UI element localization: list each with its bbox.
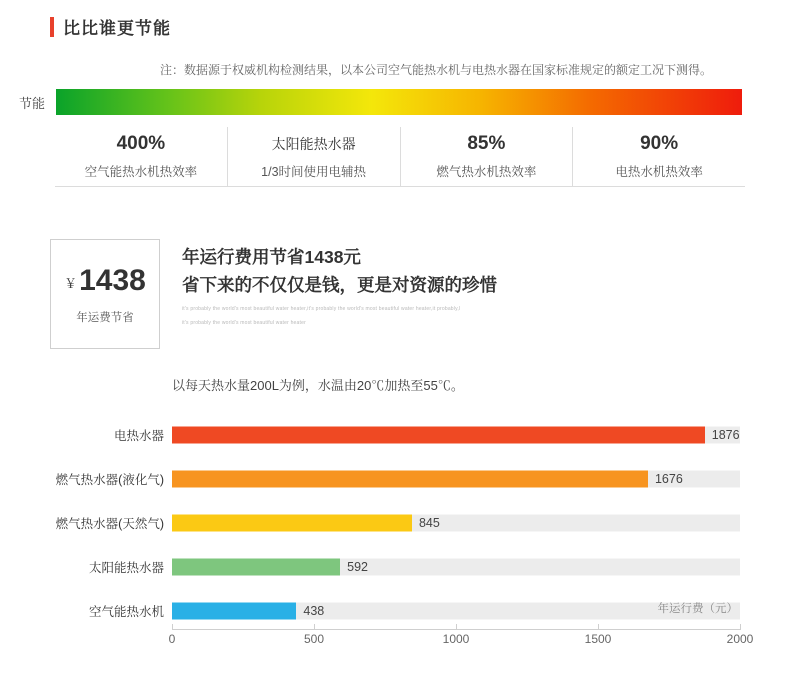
axis-tick-label: 1500 <box>584 632 612 646</box>
bar-value-label: 592 <box>347 560 368 574</box>
metric-caption: 电热水机热效率 <box>615 165 703 179</box>
savings-headline-2: 省下来的不仅仅是钱，更是对资源的珍惜 <box>182 275 497 295</box>
axis-tick-label: 2000 <box>726 632 754 646</box>
bar-fill <box>172 603 296 620</box>
title-accent-bar <box>50 17 54 37</box>
metric-caption: 1/3时间使用电辅热 <box>261 165 367 179</box>
bar-category-label: 燃气热水器(天然气) <box>55 517 164 531</box>
metrics-row <box>55 127 790 186</box>
chart-bar-row <box>88 594 740 628</box>
chart-bar-row <box>55 506 740 540</box>
savings-fineprint-1: it's probably the world's most beautiful water heater,it's probably the world's most beautiful water heater,it probably,l <box>182 306 461 312</box>
chart-plot-area <box>55 418 754 658</box>
savings-headline-1: 年运行费用节省1438元 <box>182 247 361 267</box>
bar-category-label: 电热水器 <box>113 429 164 443</box>
bar-fill <box>172 515 412 532</box>
bar-fill <box>172 471 648 488</box>
savings-badge <box>50 239 160 349</box>
bar-value-label: 845 <box>418 516 440 530</box>
metric-item <box>55 127 228 186</box>
axis-tick-mark <box>598 624 599 630</box>
axis-tick-label: 500 <box>303 632 325 646</box>
bar-value-label: 1676 <box>654 472 683 486</box>
energy-gradient-bar <box>56 89 742 115</box>
energy-comparison-section <box>0 14 790 187</box>
metric-caption: 燃气热水机热效率 <box>436 165 537 179</box>
note-row <box>0 61 790 79</box>
metric-caption: 空气能热水机热效率 <box>84 165 198 179</box>
savings-fineprint-2: it's probably the world's most beautiful water heater <box>182 320 306 326</box>
axis-tick-mark <box>172 624 173 630</box>
metric-value: 90% <box>640 133 679 154</box>
gradient-label: 节能 <box>18 95 45 111</box>
bar-fill <box>172 559 340 576</box>
savings-row <box>50 239 790 349</box>
axis-unit-label: 年运行费（元） <box>657 603 738 615</box>
savings-section <box>0 239 790 658</box>
savings-sublabel: 年运费节省 <box>76 311 134 324</box>
running-cost-chart <box>0 418 790 658</box>
chart-bar-row <box>113 418 740 452</box>
currency-symbol: ￥ <box>64 275 78 291</box>
savings-number: 1438 <box>79 263 146 297</box>
axis-tick-mark <box>314 624 315 630</box>
axis-tick-label: 1000 <box>442 632 470 646</box>
x-axis-ticks <box>168 632 754 650</box>
savings-amount <box>64 264 146 303</box>
bar-value-label: 438 <box>303 604 325 618</box>
chart-bar-row <box>55 462 740 496</box>
chart-bar-rows <box>55 418 740 638</box>
metric-value: 400% <box>116 133 166 154</box>
axis-tick-mark <box>740 624 741 630</box>
metric-item <box>228 127 401 186</box>
bar-category-label: 燃气热水器(液化气) <box>55 473 164 487</box>
note-text: 注：数据源于权威机构检测结果，以本公司空气能热水机与电热水器在国家标准规定的额定工况下测得。 <box>160 63 713 77</box>
example-text: 以每天热水量200L为例，水温由20℃加热至55℃。 <box>172 378 464 393</box>
savings-copy <box>182 239 497 327</box>
metrics-divider <box>55 186 745 187</box>
chart-bar-row <box>88 550 740 584</box>
page-title: 比比谁更节能 <box>63 19 171 38</box>
metric-item <box>573 127 745 186</box>
axis-tick-mark <box>456 624 457 630</box>
section-title <box>50 14 790 39</box>
bar-category-label: 空气能热水机 <box>88 605 164 619</box>
metric-value: 85% <box>467 133 506 154</box>
bar-value-label: 1876 <box>711 428 740 442</box>
bar-fill <box>172 427 705 444</box>
energy-gradient-row <box>0 89 790 115</box>
bar-category-label: 太阳能热水器 <box>88 561 164 575</box>
axis-tick-label: 0 <box>168 632 176 646</box>
metric-value: 太阳能热水器 <box>271 136 356 152</box>
metric-item <box>401 127 574 186</box>
